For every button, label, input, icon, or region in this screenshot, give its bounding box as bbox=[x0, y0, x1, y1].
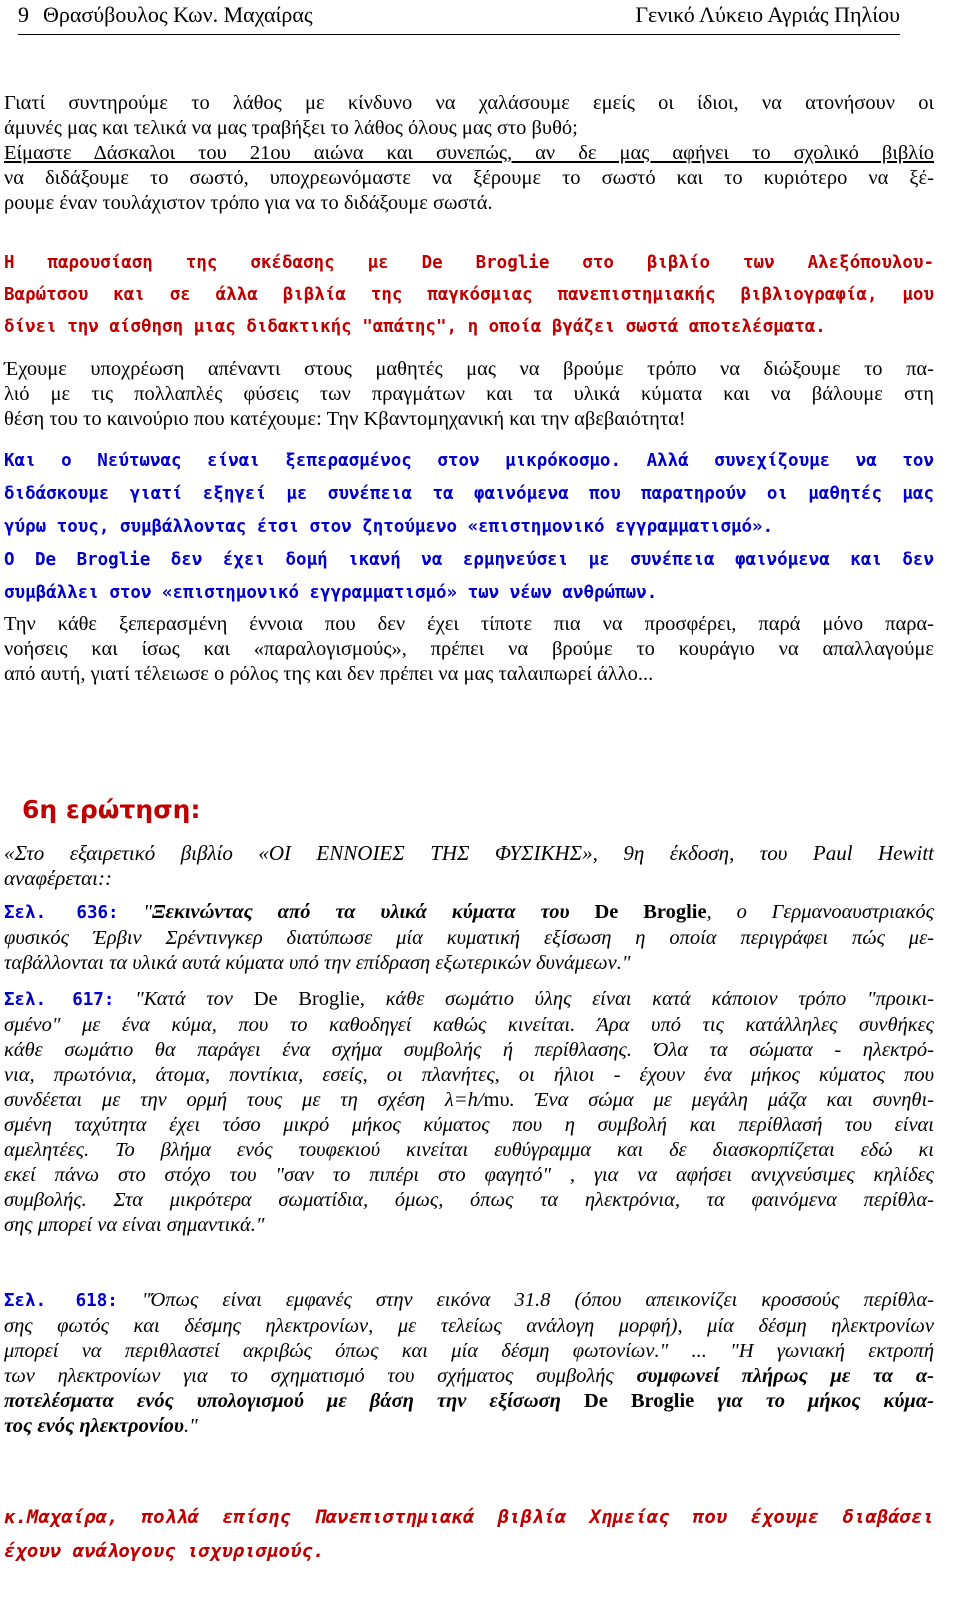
text-line bbox=[4, 1414, 934, 1439]
text-line bbox=[4, 1389, 934, 1414]
quote-text: , ο Γερμανοαυστριακός bbox=[706, 901, 934, 923]
de-broglie-name: De Broglie bbox=[594, 901, 707, 923]
text-line: νοήσεις και ίσως και «παραλογισμούς», πρέπει να βρούμε το κουράγιο να απαλλαγούμε bbox=[4, 638, 934, 660]
text-line: σης μπορεί να είναι σημαντικά." bbox=[4, 1214, 265, 1236]
quote-bold-text: συμφωνεί πλήρως με τα α- bbox=[636, 1365, 934, 1387]
text-line: από αυτή, γιατί τέλειωσε ο ρόλος της και δεν πρέπει να μας ταλαιπωρεί άλλο... bbox=[4, 663, 654, 685]
page-number: 9 bbox=[18, 2, 29, 27]
question-intro bbox=[4, 841, 934, 891]
page-reference: Σελ. 636: bbox=[4, 903, 119, 923]
page-reference: Σελ. 618: bbox=[4, 1291, 118, 1311]
author-name: Θρασύβουλος Κων. Μαχαίρας bbox=[43, 2, 313, 27]
text-line: Ο De Broglie δεν έχει δομή ικανή να ερμηνεύσει με συνέπεια φαινόμενα και δεν bbox=[4, 550, 934, 570]
header-left bbox=[18, 0, 327, 30]
text-line bbox=[4, 987, 934, 1013]
quote-bold-text: τος ενός ηλεκτρονίου bbox=[4, 1415, 184, 1437]
text-line: σης φωτός και δέσμης ηλεκτρονίων, με τελείως ανάλογη μορφή), μία δέσμη ηλεκτρονίων bbox=[4, 1315, 934, 1337]
text-line: συμβάλλει στον «επιστημονικό εγγραμματισμό» των νέων ανθρώπων. bbox=[4, 583, 658, 603]
text-line: γύρω τους, συμβάλλοντας έτσι στον ζητούμενο «επιστημονικό εγγραμματισμό». bbox=[4, 517, 774, 537]
page-header bbox=[18, 0, 900, 35]
question-title: 6η ερώτηση: bbox=[22, 795, 201, 824]
text-line: να διδάξουμε το σωστό, υποχρεωνόμαστε να ξέρουμε το σωστό και το κυριότερο να ξέ- bbox=[4, 167, 934, 189]
quote-text: , κάθε σωμάτιο ύλης είναι κατά κάποιον τρόπο "προικι- bbox=[359, 988, 934, 1010]
closing-paragraph bbox=[4, 1500, 934, 1568]
page-reference: Σελ. 617: bbox=[4, 990, 115, 1010]
quote-text: των ηλεκτρονίων για το σχηματισμό του σχήματος συμβολής bbox=[4, 1365, 614, 1387]
text-line: κ.Μαχαίρα, πολλά επίσης Πανεπιστημιακά βιβλία Χημείας που έχουμε διαβάσει bbox=[4, 1506, 934, 1528]
text-line: λιό με τις πολλαπλές φύσεις των πραγμάτων και τα υλικά κύματα και να βάλουμε στη bbox=[4, 383, 934, 405]
text-line: φυσικός Έρβιν Σρέντινγκερ διατύπωσε μία κυματική εξίσωση η οποία περιγράφει πώς με- bbox=[4, 927, 934, 949]
text-line: Γιατί συντηρούμε το λάθος με κίνδυνο να χαλάσουμε εμείς οι ίδιοι, να ατονήσουν οι bbox=[4, 92, 934, 114]
quote-text: συνδέεται με την ορμή τους με τη σχέση λ=h/ bbox=[4, 1089, 484, 1111]
quote-text: "Κατά τον bbox=[135, 988, 233, 1010]
quote-text: . Ένα σώμα με μεγάλη μάζα και συνηθι- bbox=[509, 1089, 935, 1111]
text-line: «Στο εξαιρετικό βιβλίο «ΟΙ ΕΝΝΟΙΕΣ ΤΗΣ ΦΥΣΙΚΗΣ», 9η έκδοση, του Paul Hewitt bbox=[4, 841, 934, 865]
paragraph-2 bbox=[4, 247, 934, 343]
text-line: μπορεί να περιθλαστεί ακριβώς όπως και μία δέσμη φωτονίων." ... "Η γωνιακή εκτροπή bbox=[4, 1340, 934, 1362]
text-line: νια, πρωτόνια, άτομα, ποντίκια, εσείς, οι πλανήτες, οι ήλιοι - έχουν ένα μήκος κύματος που bbox=[4, 1064, 934, 1086]
text-line: θέση του το καινούριο που κατέχουμε: Την Κβαντομηχανική και την αβεβαιότητα! bbox=[4, 408, 686, 430]
text-line: έχουν ανάλογους ισχυρισμούς. bbox=[4, 1540, 325, 1562]
quote-bold-text: για το μήκος κύμα- bbox=[717, 1390, 935, 1412]
text-line: αμελητέες. Το βλήμα ενός τουφεκιού κινείται ευθύγραμμα και δε διασκορπίζεται εδώ κι bbox=[4, 1139, 934, 1161]
text-line: δίνει την αίσθηση μιας διδακτικής "απάτης", η οποία βγάζει σωστά αποτελέσματα. bbox=[4, 317, 826, 337]
quote-text: ." bbox=[183, 1415, 198, 1437]
quote-page-636 bbox=[4, 900, 934, 976]
text-line: διδάσκουμε γιατί εξηγεί με συνέπεια τα φαινόμενα που παρατηρούν οι μαθητές μας bbox=[4, 484, 934, 504]
paragraph-6 bbox=[4, 612, 934, 687]
quote-page-618 bbox=[4, 1288, 934, 1439]
text-line bbox=[4, 1364, 934, 1389]
paragraph-5 bbox=[4, 544, 934, 610]
text-line: Βαρώτσου και σε άλλα βιβλία της παγκόσμιας πανεπιστημιακής βιβλιογραφία, μου bbox=[4, 285, 934, 305]
quote-bold-text: Ξεκινώντας από τα υλικά κύματα του bbox=[152, 901, 570, 923]
text-line: ταβάλλονται τα υλικά αυτά κύματα υπό την επίδραση εξωτερικών δυνάμεων." bbox=[4, 952, 631, 974]
text-line bbox=[4, 900, 934, 926]
text-line: Είμαστε Δάσκαλοι του 21ου αιώνα και συνεπώς, αν δε μας αφήνει το σχολικό βιβλίο bbox=[4, 142, 934, 164]
quote-mark: " bbox=[143, 901, 153, 923]
text-line: Έχουμε υποχρέωση απέναντι στους μαθητές μας να βρούμε τρόπο να διώξουμε το πα- bbox=[4, 358, 934, 380]
formula-text: mυ bbox=[483, 1089, 510, 1111]
text-line bbox=[4, 1288, 934, 1314]
text-line: Η παρουσίαση της σκέδασης με De Broglie στο βιβλίο των Αλεξόπουλου- bbox=[4, 253, 934, 273]
paragraph-4 bbox=[4, 445, 934, 544]
text-line: Την κάθε ξεπερασμένη έννοια που δεν έχει τίποτε πια να προσφέρει, παρά μόνο παρα- bbox=[4, 613, 934, 635]
text-line: ρουμε έναν τουλάχιστον τρόπο για να το διδάξουμε σωστά. bbox=[4, 192, 493, 214]
text-line: σμένη ταχύτητα έχει τόσο μικρό μήκος κύματος που η συμβολή και περίθλασή του είναι bbox=[4, 1114, 934, 1136]
paragraph-3 bbox=[4, 357, 934, 432]
de-broglie-name: De Broglie bbox=[583, 1390, 695, 1412]
text-line: σμένο" με ένα κύμα, που το καθοδηγεί καθώς κινείται. Άρα υπό τις κατάλληλες συνθήκες bbox=[4, 1014, 934, 1036]
text-line: συμβολής. Στα μικρότερα σωματίδια, όμως, όπως τα ηλεκτρόνια, τα φαινόμενα περίθλα- bbox=[4, 1189, 934, 1211]
text-line: εκεί πάνω στο στόχο του "σαν το πιπέρι στο φαγητό" , για να αφήσει ανιχνεύσιμες κηλίδες bbox=[4, 1164, 934, 1186]
paragraph-1 bbox=[4, 91, 934, 216]
quote-text: "Όπως είναι εμφανές στην εικόνα 31.8 (όπου απεικονίζει κροσσούς περίθλα- bbox=[141, 1289, 934, 1311]
de-broglie-name: De Broglie bbox=[253, 988, 360, 1010]
text-line: Και ο Νεύτωνας είναι ξεπερασμένος στον μικρόκοσμο. Αλλά συνεχίζουμε να τον bbox=[4, 451, 934, 471]
text-line: άμυνές μας και τελικά να μας τραβήξει το λάθος όλους μας στο βυθό; bbox=[4, 117, 578, 139]
text-line bbox=[4, 1088, 934, 1113]
school-name: Γενικό Λύκειο Αγριάς Πηλίου bbox=[635, 2, 900, 27]
text-line: αναφέρεται:: bbox=[4, 866, 112, 890]
quote-page-617 bbox=[4, 987, 934, 1238]
text-line: κάθε σωμάτιο θα παράγει ένα σχήμα συμβολής ή περίθλασης. Όλα τα σώματα - ηλεκτρό- bbox=[4, 1039, 934, 1061]
quote-bold-text: ποτελέσματα ενός υπολογισμού με βάση την εξίσωση bbox=[4, 1390, 561, 1412]
